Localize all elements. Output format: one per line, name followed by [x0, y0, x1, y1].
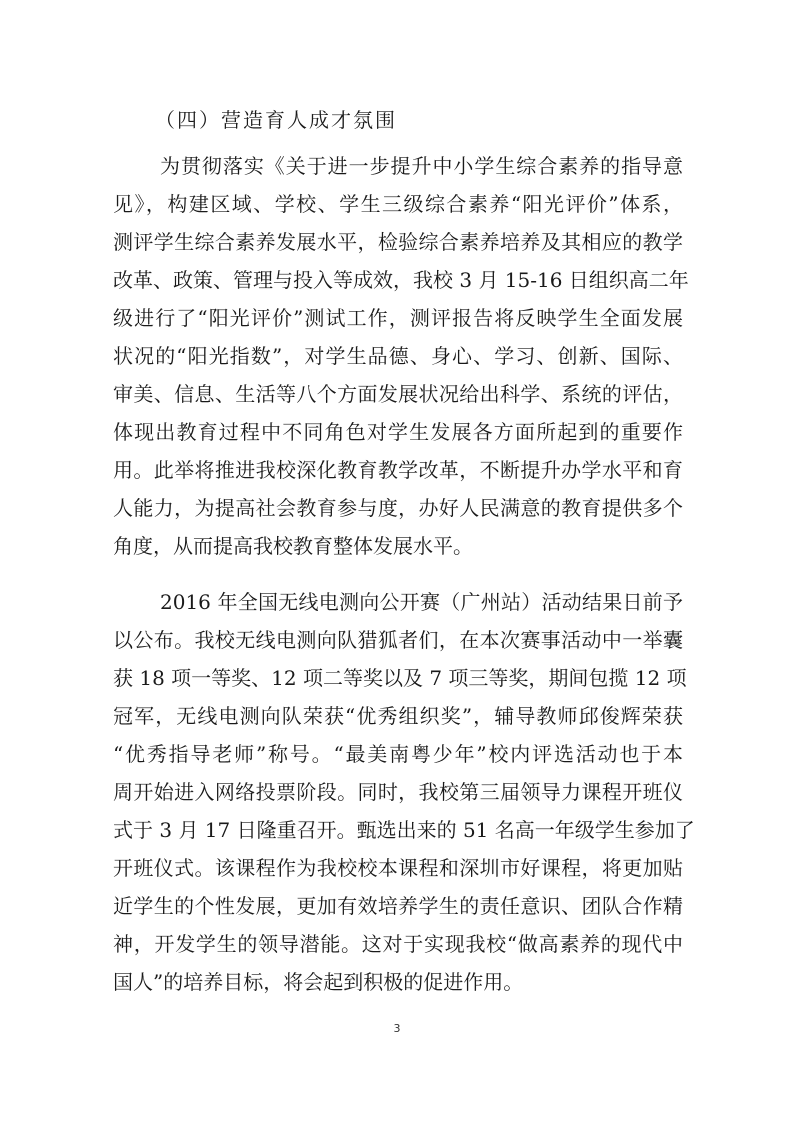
paragraph-line: 级进行了“阳光评价”测试工作，测评报告将反映学生全面发展	[113, 306, 683, 330]
paragraph-line: 国人”的培养目标，将会起到积极的促进作用。	[113, 970, 524, 994]
paragraph-line: 用。此举将推进我校深化教育教学改革，不断提升办学水平和育	[113, 458, 683, 482]
paragraph-line: 审美、信息、生活等八个方面发展状况给出科学、系统的评估，	[113, 382, 683, 406]
paragraph-line: 近学生的个性发展，更加有效培养学生的责任意识、团队合作精	[113, 894, 683, 918]
section-heading: （四）营造育人成才氛围	[155, 108, 397, 132]
paragraph-line: 见》，构建区域、学校、学生三级综合素养“阳光评价”体系，	[113, 192, 683, 216]
paragraph-line: 以公布。我校无线电测向队猎狐者们，在本次赛事活动中一举囊	[113, 628, 683, 652]
paragraph-line: 开班仪式。该课程作为我校校本课程和深圳市好课程，将更加贴	[113, 856, 683, 880]
paragraph-line: 周开始进入网络投票阶段。同时，我校第三届领导力课程开班仪	[113, 780, 683, 804]
paragraph-line: 人能力，为提高社会教育参与度，办好人民满意的教育提供多个	[113, 496, 683, 520]
page-number: 3	[393, 1022, 401, 1035]
paragraph-line: 体现出教育过程中不同角色对学生发展各方面所起到的重要作	[113, 420, 683, 444]
paragraph-line: 2016 年全国无线电测向公开赛（广州站）活动结果日前予	[160, 590, 683, 614]
paragraph-line: 改革、政策、管理与投入等成效，我校 3 月 15-16 日组织高二年	[113, 268, 689, 292]
paragraph-line: 获 18 项一等奖、12 项二等奖以及 7 项三等奖，期间包揽 12 项	[113, 666, 687, 690]
paragraph-line: 测评学生综合素养发展水平，检验综合素养培养及其相应的教学	[113, 230, 683, 254]
paragraph-line: 为贯彻落实《关于进一步提升中小学生综合素养的指导意	[160, 154, 683, 178]
paragraph-line: 神，开发学生的领导潜能。这对于实现我校“做高素养的现代中	[113, 932, 683, 956]
paragraph-line: 角度，从而提高我校教育整体发展水平。	[113, 534, 473, 558]
paragraph-line: “优秀指导老师”称号。“最美南粤少年”校内评选活动也于本	[113, 742, 683, 766]
paragraph-line: 状况的“阳光指数”，对学生品德、身心、学习、创新、国际、	[113, 344, 683, 368]
paragraph-line: 式于 3 月 17 日隆重召开。甄选出来的 51 名高一年级学生参加了	[113, 818, 695, 842]
paragraph-line: 冠军，无线电测向队荣获“优秀组织奖”，辅导教师邱俊辉荣获	[113, 704, 683, 728]
